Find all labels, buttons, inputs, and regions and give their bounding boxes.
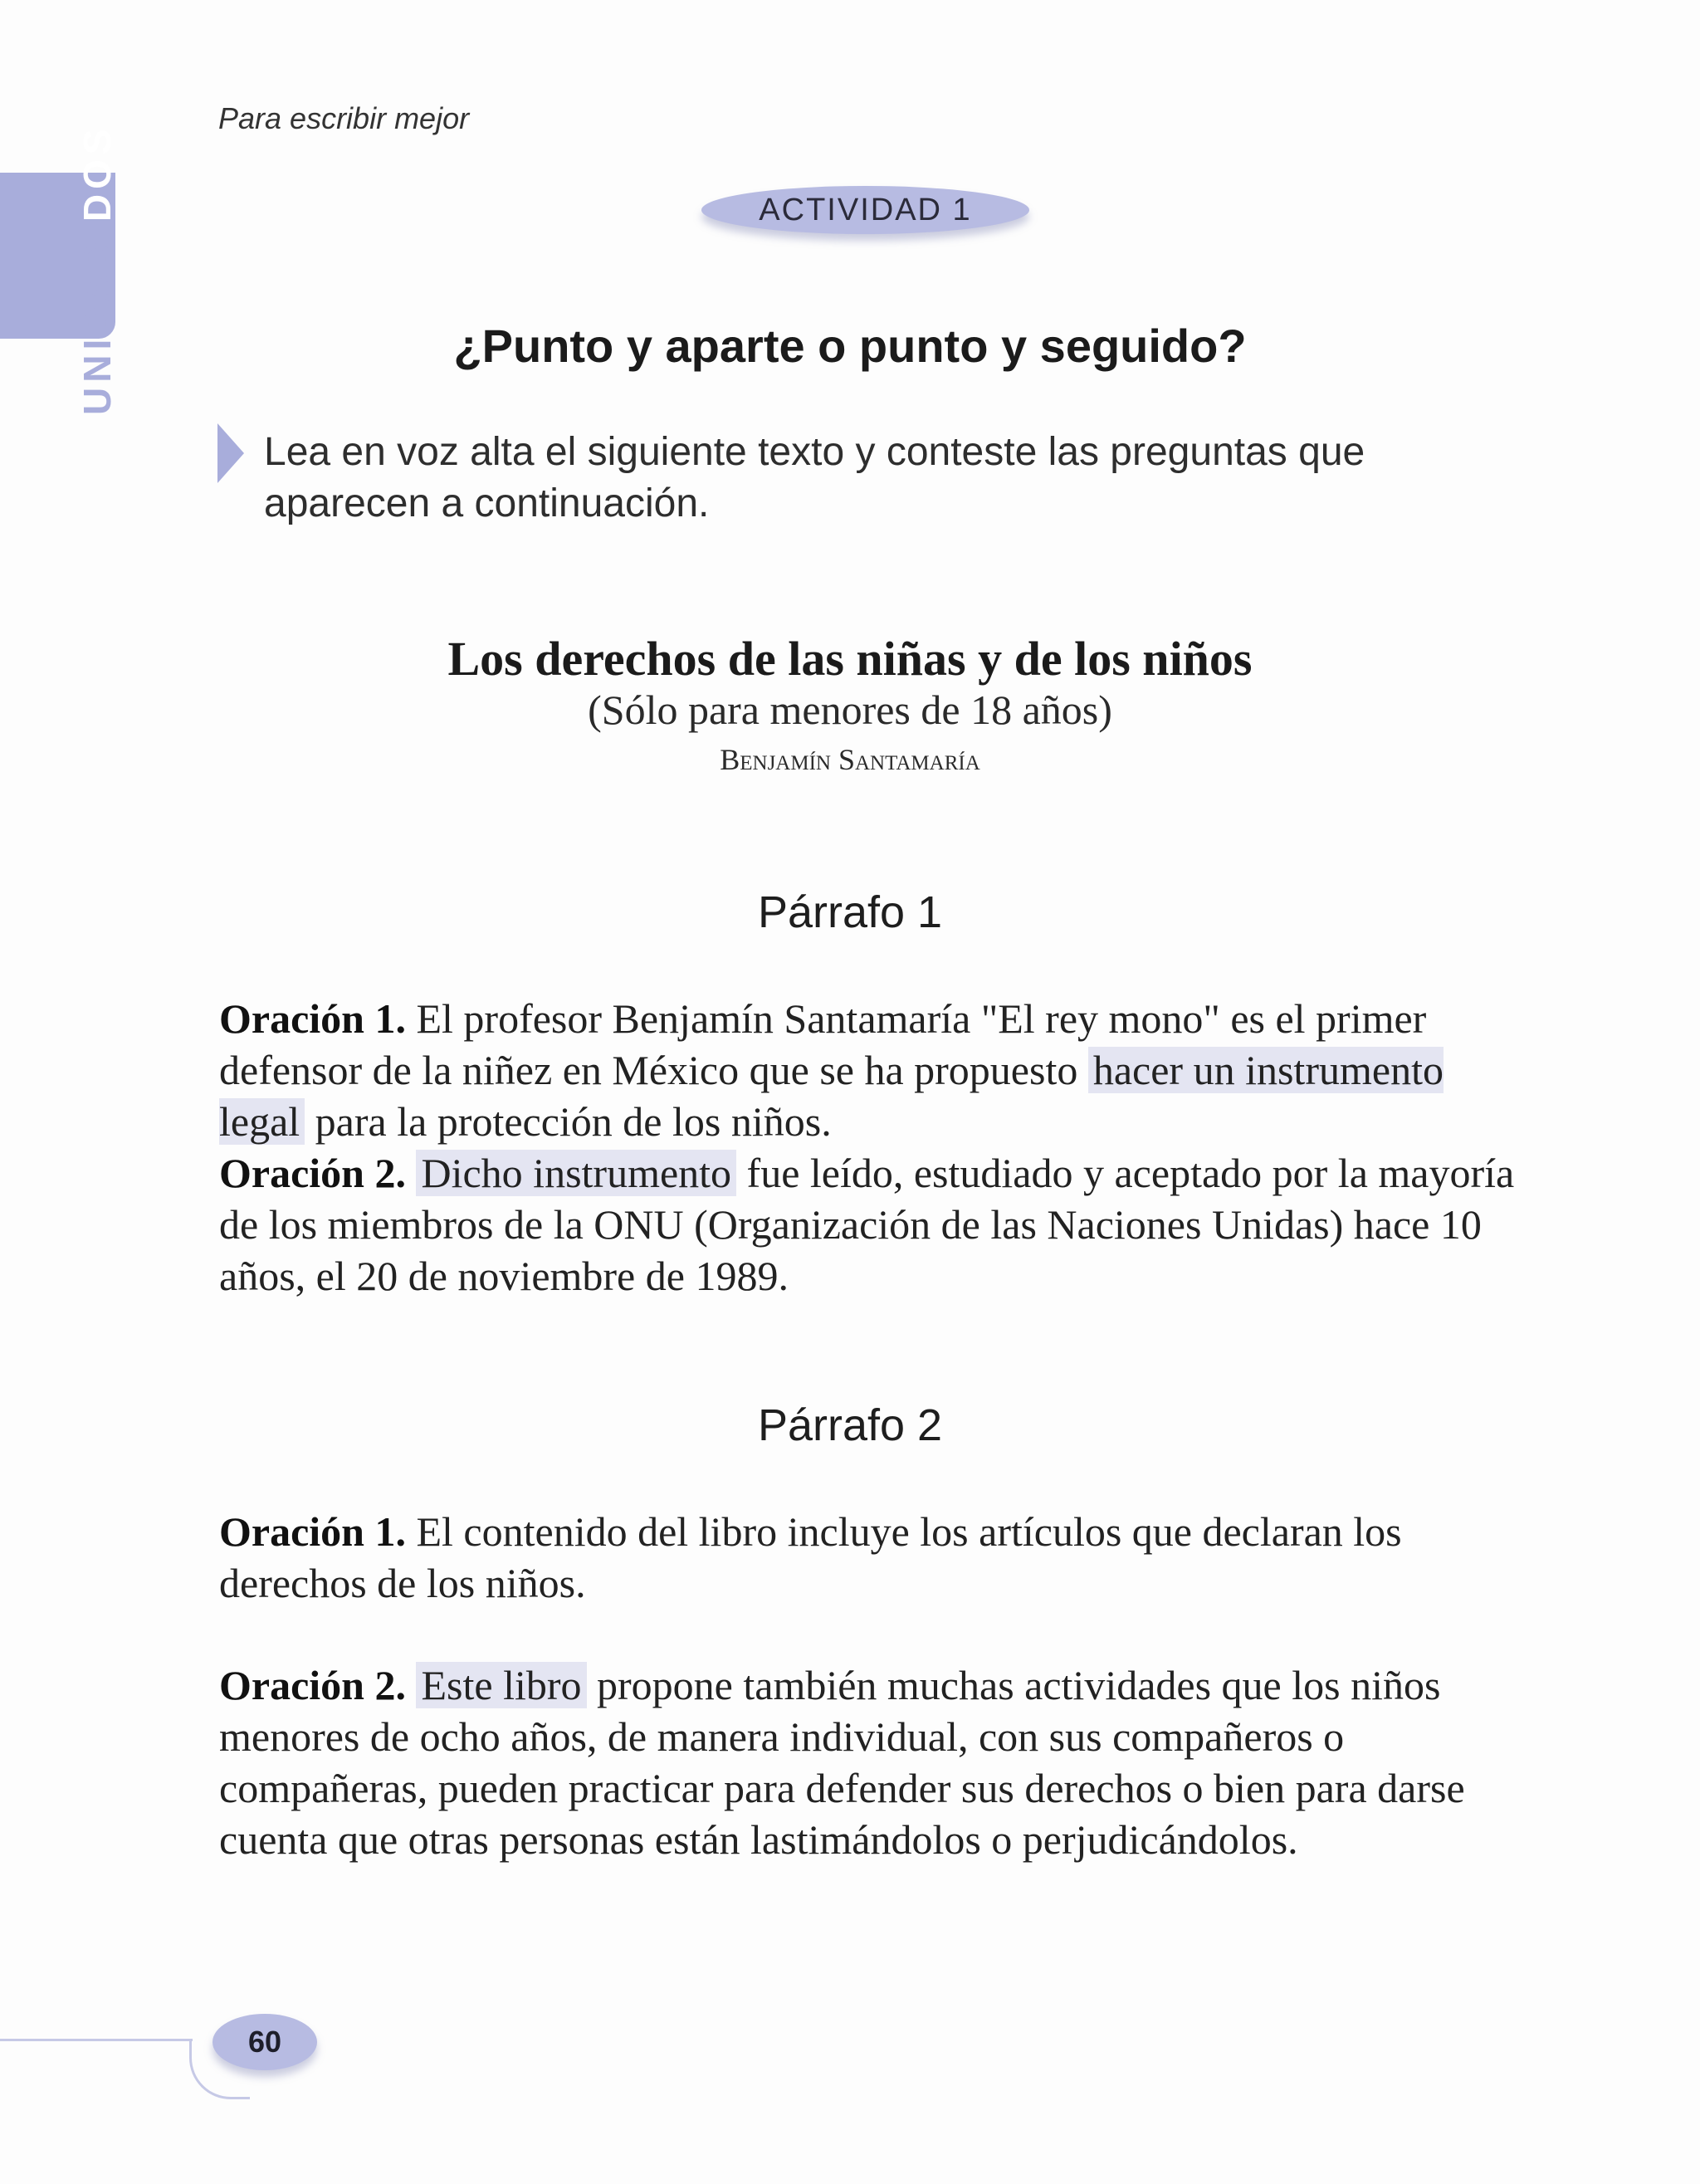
sentence-label: Oración 2. — [219, 1662, 406, 1708]
paragraph-2-sentence-2 — [219, 1659, 1531, 1865]
paragraph-2-heading: Párrafo 2 — [757, 1400, 943, 1450]
sentence-text: fue leído, estudiado y aceptado por la mayoría de los miembros de la ONU (Organización de las Naciones Unidas) hace 10 años, el 20 de noviembre de 1989. — [219, 1150, 1515, 1299]
highlighted-phrase: Dicho instrumento — [416, 1150, 736, 1196]
sentence-text: El contenido del libro incluye los artículos que declaran los derechos de los niños. — [219, 1508, 1402, 1606]
sentence-text: El profesor Benjamín Santamaría "El rey mono" es el primer defensor de la niñez en México que se ha propuesto — [219, 995, 1427, 1093]
activity-badge — [701, 186, 1029, 234]
triangle-bullet-icon — [217, 423, 244, 483]
sentence-label: Oración 1. — [219, 995, 406, 1042]
footer-rule — [0, 2039, 193, 2041]
page-title: ¿Punto y aparte o punto y seguido? — [453, 320, 1247, 372]
sentence-label: Oración 2. — [219, 1150, 406, 1196]
highlighted-phrase: Este libro — [416, 1662, 586, 1708]
unit-word: UNIDAD — [76, 237, 119, 415]
paragraph-1-sentence-1 — [219, 993, 1531, 1147]
activity-label: ACTIVIDAD 1 — [759, 192, 972, 227]
unit-number-word: DOS — [76, 124, 119, 222]
sentence-label: Oración 1. — [219, 1508, 406, 1555]
sentence-text: propone también muchas actividades que los niños menores de ocho años, de manera individual, con sus compañeros o compañeras, pueden practicar para defender sus derechos o bien para darse cuenta que otras personas están lastimándolos o perjudicándolos. — [219, 1662, 1465, 1863]
paragraph-1-sentence-2 — [219, 1147, 1531, 1302]
paragraph-2-sentence-1 — [219, 1506, 1531, 1609]
paragraph-1-heading: Párrafo 1 — [757, 887, 943, 937]
page-number: 60 — [247, 2025, 282, 2059]
sentence-text: para la protección de los niños. — [305, 1098, 832, 1145]
reading-title: Los derechos de las niñas y de los niños — [447, 632, 1253, 686]
instruction-text: Lea en voz alta el siguiente texto y conteste las preguntas que aparecen a continuación. — [264, 430, 1365, 525]
reading-author: Benjamín Santamaría — [720, 743, 980, 776]
highlighted-phrase: hacer un instrumento legal — [219, 1047, 1444, 1145]
running-title: Para escribir mejor — [218, 101, 470, 135]
reading-subtitle: (Sólo para menores de 18 años) — [588, 686, 1112, 733]
page-number-badge — [212, 2014, 317, 2070]
